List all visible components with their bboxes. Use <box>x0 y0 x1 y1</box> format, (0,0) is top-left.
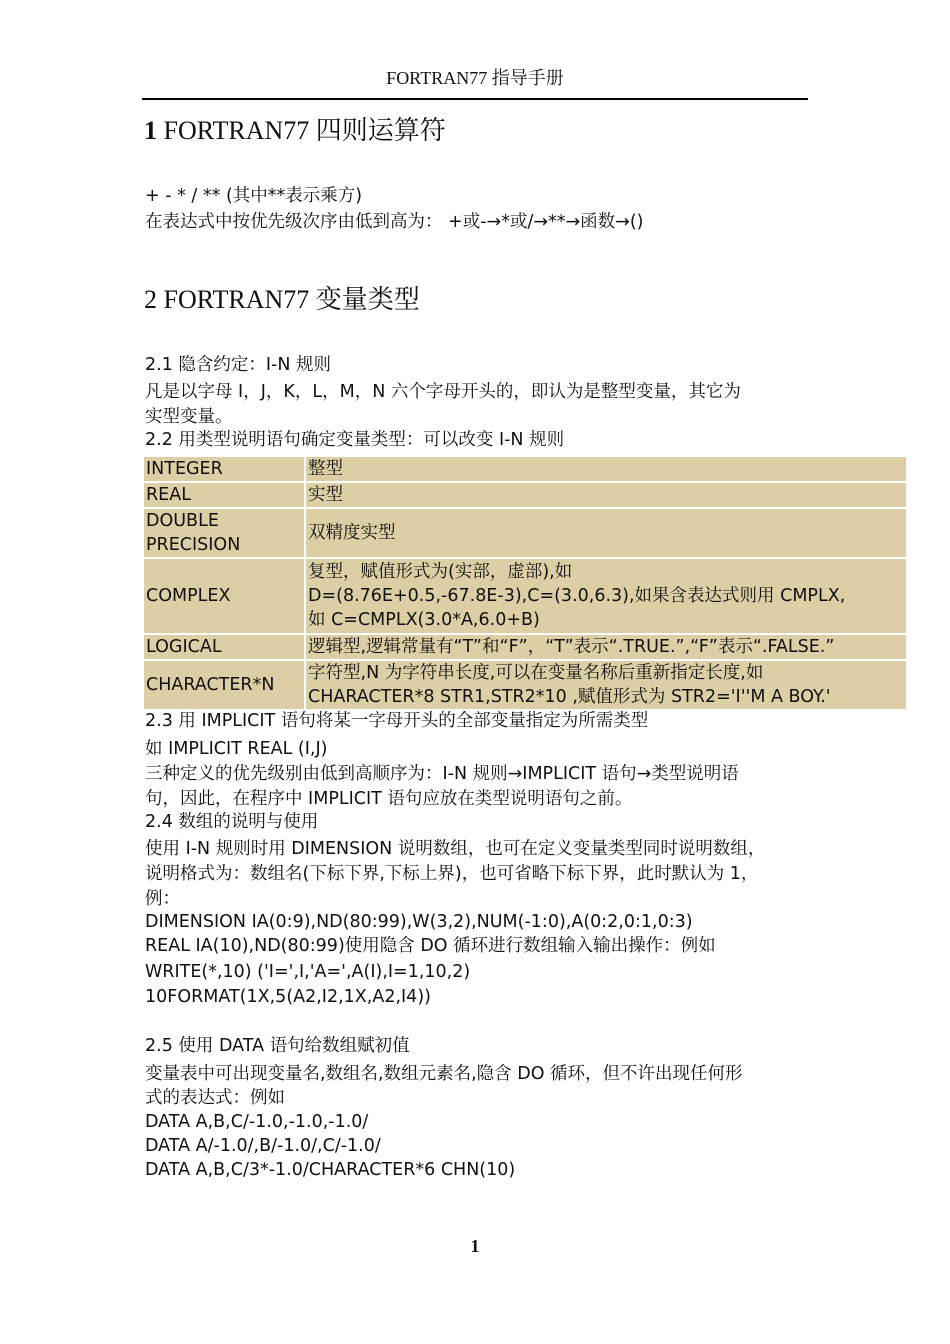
type-keyword: DOUBLE PRECISION <box>143 508 305 558</box>
type-description: 逻辑型,逻辑常量有“T”和“F”，“T”表示“.TRUE.”,“F”表示“.FALSE.” <box>305 634 907 660</box>
page-header <box>142 64 808 100</box>
paragraph-line: 凡是以字母 I，J，K，L，M，N 六个字母开头的，即认为是整型变量，其它为 <box>145 382 741 402</box>
table-row <box>143 660 907 710</box>
paragraph-line: 变量表中可出现变量名,数组名,数组元素名,隐含 DO 循环，但不许出现任何形 <box>145 1064 743 1084</box>
table-row <box>143 508 907 558</box>
code-line: DIMENSION IA(0:9),ND(80:99),W(3,2),NUM(-1:0),A(0:2,0:1,0:3) <box>145 912 693 932</box>
section-1-heading <box>144 113 446 149</box>
paragraph-line: 句，因此，在程序中 IMPLICIT 语句应放在类型说明语句之前。 <box>145 789 633 809</box>
section-1-title: FORTRAN77 四则运算符 <box>163 116 446 145</box>
type-keyword: LOGICAL <box>143 634 305 660</box>
code-line: WRITE(*,10) ('I=',I,'A=',A(I),I=1,10,2) <box>145 962 471 982</box>
table-row <box>143 558 907 634</box>
paragraph-line: 使用 I-N 规则时用 DIMENSION 说明数组，也可在定义变量类型同时说明数组， <box>145 839 766 859</box>
section-2-title: FORTRAN77 变量类型 <box>163 285 420 314</box>
type-keyword: REAL <box>143 482 305 508</box>
table-row <box>143 456 907 482</box>
section-2-number: 2 <box>144 285 157 314</box>
subsection-2-1-heading: 2.1 隐含约定：I-N 规则 <box>145 355 332 375</box>
description-line: D=(8.76E+0.5,-67.8E-3),C=(3.0,6.3),如果含表达式则用 CMPLX, <box>308 586 846 606</box>
paragraph-line: 说明格式为：数组名(下标下界,下标上界)，也可省略下标下界，此时默认为 1， <box>145 864 759 884</box>
paragraph-line: 例： <box>145 889 180 909</box>
paragraph-line: 式的表达式：例如 <box>145 1088 285 1108</box>
type-description: 实型 <box>305 482 907 508</box>
operator-precedence-line: 在表达式中按优先级次序由低到高为： +或-→*或/→**→函数→() <box>145 212 644 232</box>
paragraph-line: 三种定义的优先级别由低到高顺序为：I-N 规则→IMPLICIT 语句→类型说明语 <box>145 764 739 784</box>
table-row <box>143 634 907 660</box>
code-line: DATA A,B,C/-1.0,-1.0,-1.0/ <box>145 1112 369 1132</box>
type-description <box>305 660 907 710</box>
section-1-number: 1 <box>144 116 157 145</box>
code-line: REAL IA(10),ND(80:99)使用隐含 DO 循环进行数组输入输出操作：例如 <box>145 936 716 956</box>
subsection-2-4-heading: 2.4 数组的说明与使用 <box>145 812 319 832</box>
description-line: 如 C=CMPLX(3.0*A,6.0+B) <box>308 610 540 630</box>
table-row <box>143 482 907 508</box>
code-line: 10FORMAT(1X,5(A2,I2,1X,A2,I4)) <box>145 987 431 1007</box>
description-line: 复型，赋值形式为(实部，虚部),如 <box>308 562 573 582</box>
code-line: 如 IMPLICIT REAL (I,J) <box>145 739 328 759</box>
subsection-2-5-heading: 2.5 使用 DATA 语句给数组赋初值 <box>145 1036 410 1056</box>
operators-line: + - * / ** (其中**表示乘方) <box>145 186 363 206</box>
paragraph-line: 实型变量。 <box>145 407 233 427</box>
type-description: 整型 <box>305 456 907 482</box>
header-title: FORTRAN77 指导手册 <box>386 68 564 88</box>
page-number: 1 <box>470 1236 480 1256</box>
code-line: DATA A,B,C/3*-1.0/CHARACTER*6 CHN(10) <box>145 1160 516 1180</box>
type-keyword: INTEGER <box>143 456 305 482</box>
type-keyword: COMPLEX <box>143 558 305 634</box>
type-description: 双精度实型 <box>305 508 907 558</box>
subsection-2-2-heading: 2.2 用类型说明语句确定变量类型：可以改变 I-N 规则 <box>145 430 565 450</box>
description-line: CHARACTER*8 STR1,STR2*10 ,赋值形式为 STR2='I''M A BOY.' <box>308 687 831 707</box>
subsection-2-3-heading: 2.3 用 IMPLICIT 语句将某一字母开头的全部变量指定为所需类型 <box>145 711 649 731</box>
section-2-heading <box>144 282 420 318</box>
code-line: DATA A/-1.0/,B/-1.0/,C/-1.0/ <box>145 1136 381 1156</box>
description-line: 字符型,N 为字符串长度,可以在变量名称后重新指定长度,如 <box>308 663 764 683</box>
variable-types-table <box>142 455 908 711</box>
type-description <box>305 558 907 634</box>
type-keyword: CHARACTER*N <box>143 660 305 710</box>
